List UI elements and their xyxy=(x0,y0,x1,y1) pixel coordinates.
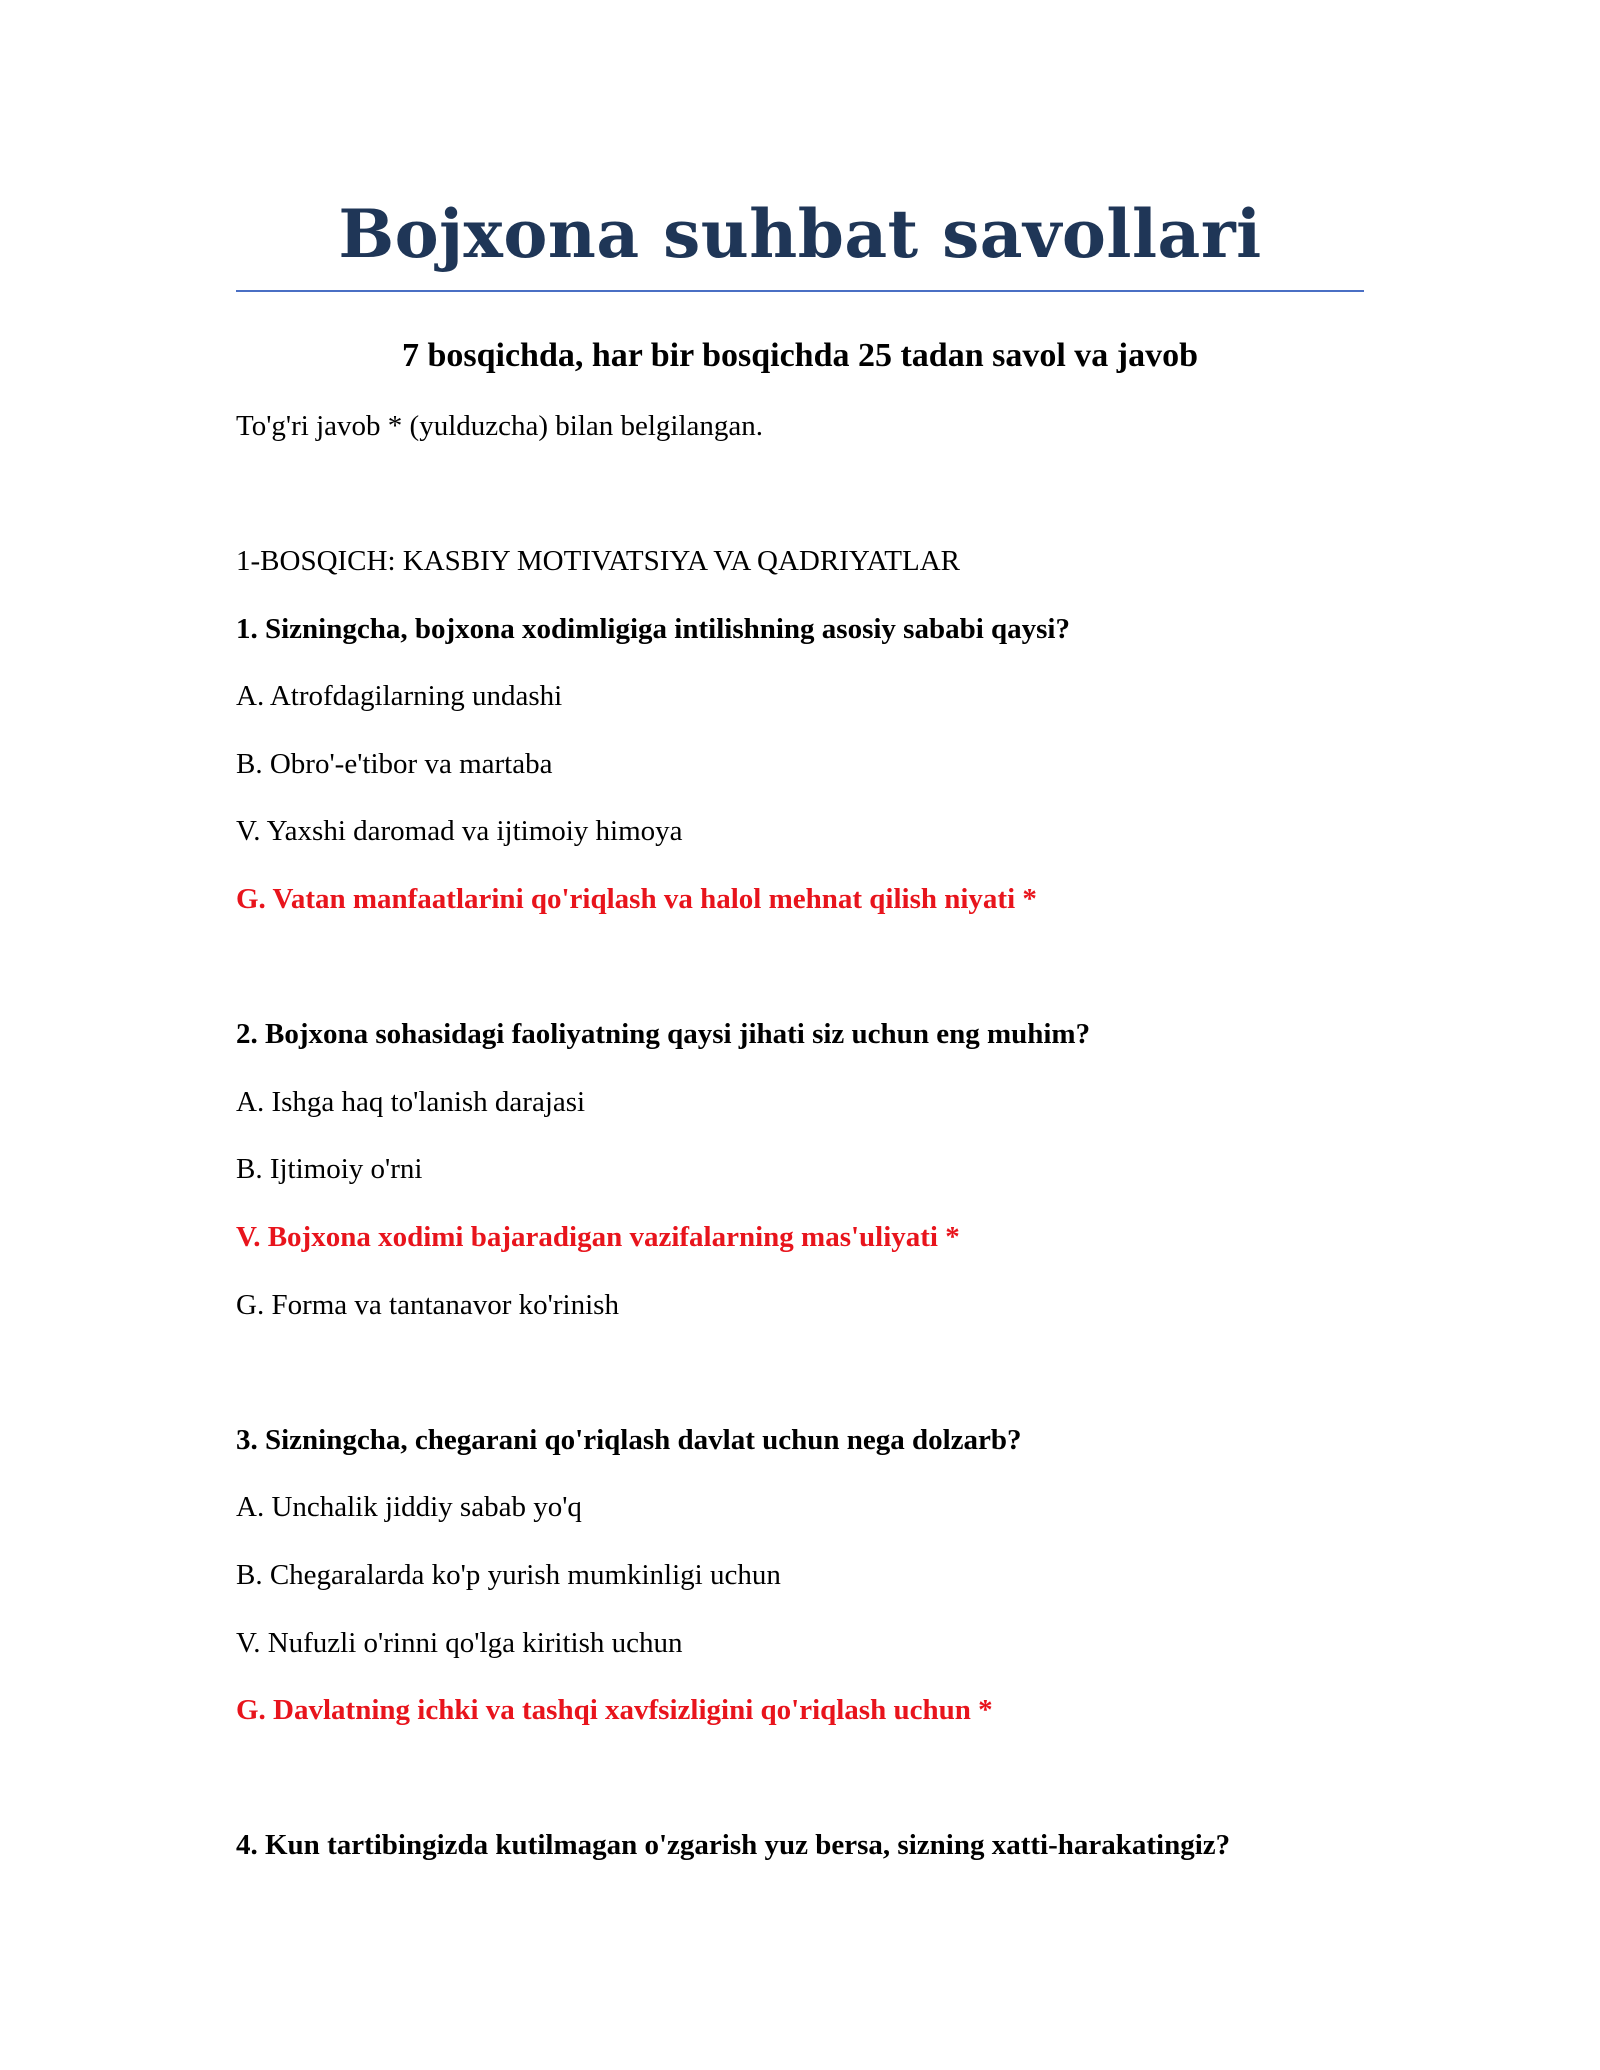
spacer xyxy=(236,1352,1364,1420)
question-2-correct-answer: V. Bojxona xodimi bajaradigan vazifalarning mas'uliyati * xyxy=(236,1220,960,1253)
correct-answer-note: To'g'ri javob * (yulduzcha) bilan belgilangan. xyxy=(236,410,764,442)
question-1-option-v: V. Yaxshi daromad va ijtimoiy himoya xyxy=(236,815,683,848)
question-1-correct-answer: G. Vatan manfaatlarini qo'riqlash va halol mehnat qilish niyati * xyxy=(236,882,1037,915)
question-2-option-b: B. Ijtimoiy o'rni xyxy=(236,1153,423,1186)
question-3-option-v: V. Nufuzli o'rinni qo'lga kiritish uchun xyxy=(236,1626,683,1659)
question-3: 3. Sizningcha, chegarani qo'riqlash davlat uchun nega dolzarb? xyxy=(236,1423,1022,1456)
question-1: 1. Sizningcha, bojxona xodimligiga intilishning asosiy sababi qaysi? xyxy=(236,612,1070,645)
question-2: 2. Bojxona sohasidagi faoliyatning qaysi jihati siz uchun eng muhim? xyxy=(236,1018,1091,1051)
question-2-option-a: A. Ishga haq to'lanish darajasi xyxy=(236,1085,586,1118)
spacer xyxy=(236,947,1364,1015)
question-3-option-b: B. Chegaralarda ko'p yurish mumkinligi uchun xyxy=(236,1558,781,1591)
document-title: Bojxona suhbat savollari xyxy=(338,195,1262,273)
question-3-correct-answer: G. Davlatning ichki va tashqi xavfsizligini qo'riqlash uchun * xyxy=(236,1694,993,1727)
question-3-option-a: A. Unchalik jiddiy sabab yo'q xyxy=(236,1491,582,1524)
title-underline xyxy=(236,290,1364,292)
section-heading: 1-BOSQICH: KASBIY MOTIVATSIYA VA QADRIYATLAR xyxy=(236,545,961,577)
question-1-option-a: A. Atrofdagilarning undashi xyxy=(236,680,563,713)
document-subtitle: 7 bosqichda, har bir bosqichda 25 tadan savol va javob xyxy=(401,337,1199,374)
question-4: 4. Kun tartibingizda kutilmagan o'zgarish yuz bersa, sizning xatti-harakatingiz? xyxy=(236,1829,1231,1862)
question-2-option-g: G. Forma va tantanavor ko'rinish xyxy=(236,1288,619,1321)
question-1-option-b: B. Obro'-e'tibor va martaba xyxy=(236,747,553,780)
question-list xyxy=(236,541,1364,1893)
spacer xyxy=(236,1758,1364,1826)
